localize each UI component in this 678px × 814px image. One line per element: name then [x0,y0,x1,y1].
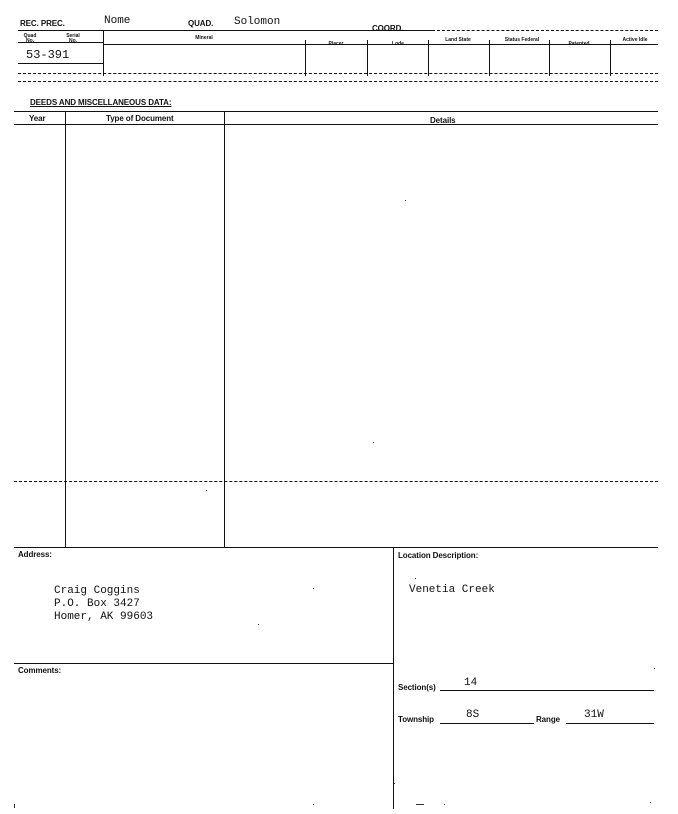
col-lode: Lode [392,41,404,47]
quad-value: Solomon [234,16,281,28]
col-land-state: Land State [445,37,471,43]
deeds-dashed-rule [14,481,658,482]
section-label: Section(s) [398,683,436,692]
range-value: 31W [584,709,604,721]
address-line-2: P.O. Box 3427 [54,598,140,610]
section-value: 14 [464,677,478,689]
col-mineral: Mineral [195,35,213,41]
col-serial-no: Serial No. [66,33,80,44]
col-quad-no: Quad No. [23,33,37,44]
section-underline [440,690,654,691]
deeds-col-type: Type of Document [106,114,174,123]
col-patented: Patented [568,41,590,47]
township-underline [440,723,534,724]
location-label: Location Description: [398,551,479,560]
col-placer: Placer [328,41,344,47]
quad-serial-value: 53-391 [26,48,70,62]
deeds-col-year: Year [29,114,46,123]
deeds-heading: DEEDS AND MISCELLANEOUS DATA: [30,98,172,107]
header-rule-dashed [432,30,658,31]
coord-label: COORD. [372,24,404,33]
rec-prec-label: REC. PREC. [20,19,65,28]
location-value: Venetia Creek [409,584,495,596]
col-status-federal: Status Federal [504,37,540,43]
address-line-3: Homer, AK 99603 [54,611,154,623]
address-block [54,585,153,624]
address-line-1: Craig Coggins [54,585,140,597]
record-row-bottom-dashed [18,73,658,74]
address-label: Address: [18,550,52,559]
township-value: 8S [466,709,480,721]
quad-label: QUAD. [188,19,214,28]
rec-prec-value: Nome [104,15,131,27]
header-rule [18,30,432,31]
township-label: Township [398,715,434,724]
col-active-idle: Active Idle [622,37,648,43]
range-label: Range [536,715,560,724]
col-header-rule-left [18,42,104,43]
range-underline [566,723,654,724]
comments-label: Comments: [18,666,62,675]
deeds-col-details: Details [430,116,456,125]
bottom-vertical-divider [393,547,394,809]
